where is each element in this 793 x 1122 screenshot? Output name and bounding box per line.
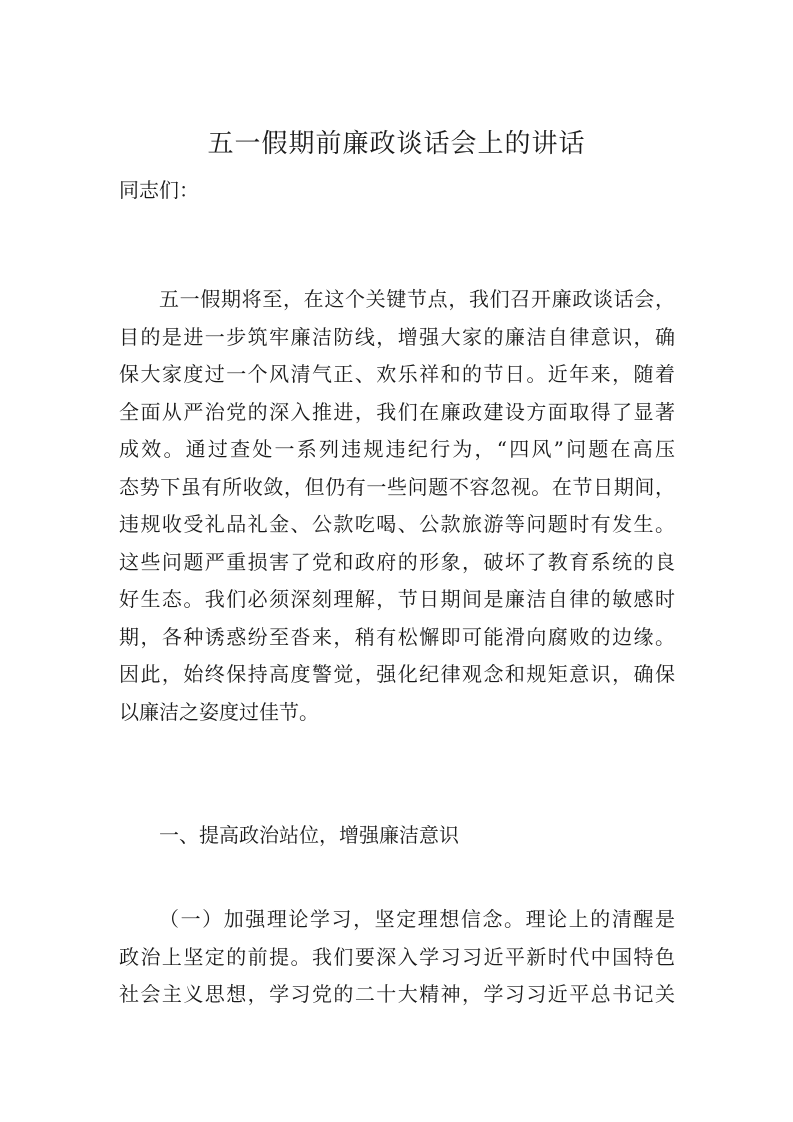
paragraph-line: 全面从严治党的深入推进，我们在廉政建设方面取得了显著 bbox=[119, 399, 675, 424]
paragraph-line: 态势下虽有所收敛，但仍有一些问题不容忽视。在节日期间， bbox=[119, 474, 675, 499]
paragraph-line: 五一假期将至，在这个关键节点，我们召开廉政谈话会， bbox=[159, 287, 675, 311]
paragraph-intro bbox=[119, 281, 675, 731]
paragraph-section-1 bbox=[119, 901, 675, 1014]
paragraph-line: 社会主义思想，学习党的二十大精神，学习习近平总书记关 bbox=[119, 982, 675, 1006]
document-title: 五一假期前廉政谈话会上的讲话 bbox=[207, 129, 586, 159]
paragraph-line: 目的是进一步筑牢廉洁防线，增强大家的廉洁自律意识，确 bbox=[119, 324, 675, 349]
paragraph-line: 政治上坚定的前提。我们要深入学习习近平新时代中国特色 bbox=[119, 944, 675, 969]
section-heading: 一、提高政治站位，增强廉洁意识 bbox=[159, 823, 459, 847]
paragraph-line: 因此，始终保持高度警觉，强化纪律观念和规矩意识，确保 bbox=[119, 662, 675, 686]
paragraph-line: 期，各种诱惑纷至沓来，稍有松懈即可能滑向腐败的边缘。 bbox=[119, 624, 675, 649]
paragraph-line: 成效。通过查处一系列违规违纪行为，“四风”问题在高压 bbox=[119, 437, 675, 461]
paragraph-line: （一）加强理论学习，坚定理想信念。理论上的清醒是 bbox=[159, 907, 675, 931]
paragraph-line: 违规收受礼品礼金、公款吃喝、公款旅游等问题时有发生。 bbox=[119, 512, 675, 536]
paragraph-line: 好生态。我们必须深刻理解，节日期间是廉洁自律的敏感时 bbox=[119, 587, 675, 611]
paragraph-line: 以廉洁之姿度过佳节。 bbox=[119, 699, 319, 724]
salutation: 同志们： bbox=[119, 178, 199, 202]
paragraph-line: 这些问题严重损害了党和政府的形象，破坏了教育系统的良 bbox=[119, 549, 675, 574]
paragraph-line: 保大家度过一个风清气正、欢乐祥和的节日。近年来，随着 bbox=[119, 362, 675, 386]
